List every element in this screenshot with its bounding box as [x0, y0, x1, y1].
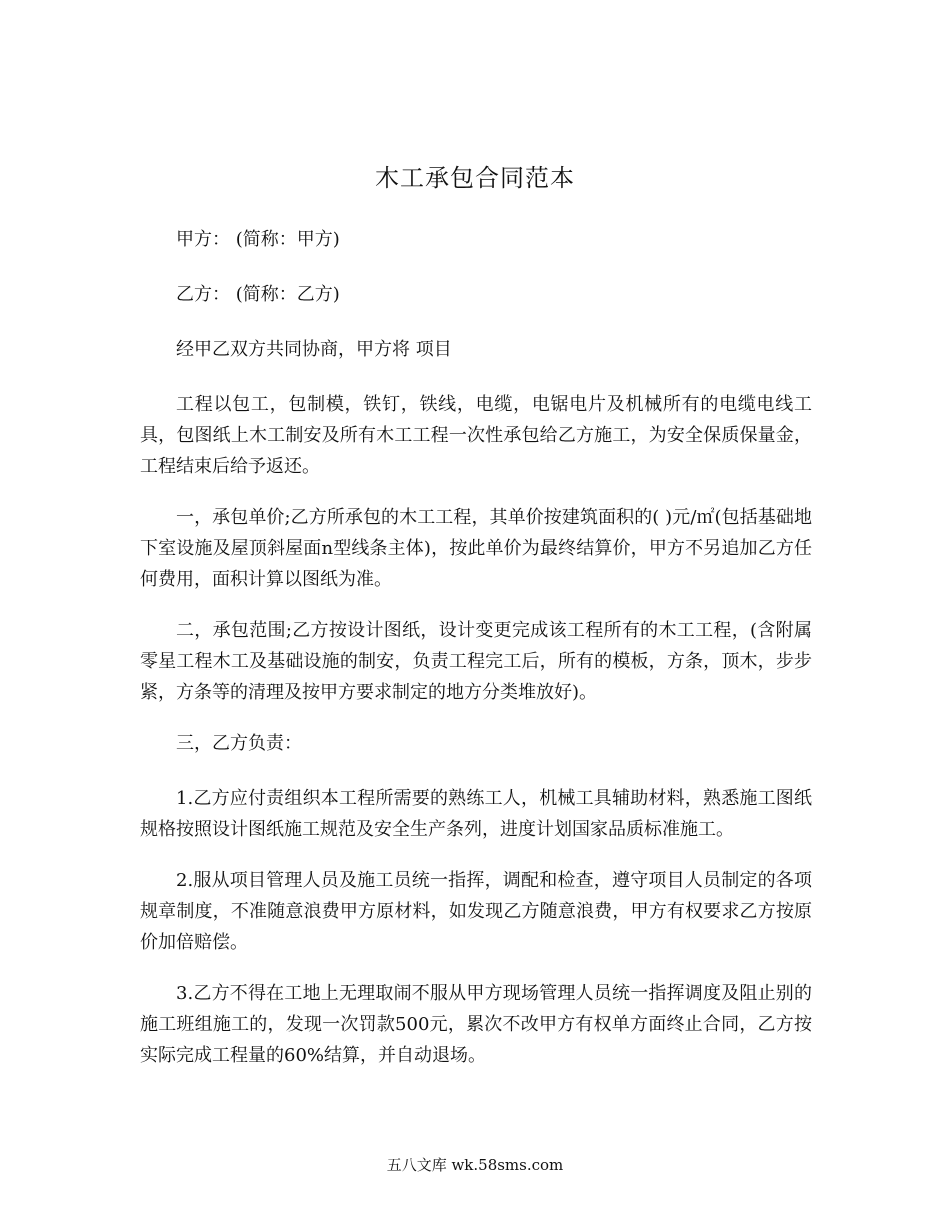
party-a-line: 甲方： (简称：甲方): [176, 229, 340, 250]
footer-watermark-text: 五八文库 wk.58sms.com: [386, 1156, 564, 1174]
project-scope-paragraph: 工程以包工，包制模，铁钉，铁线，电缆，电锯电片及机械所有的电缆电线工具，包图纸上木工制安及所有木工工程一次性承包给乙方施工，为安全保质保量金，工程结束后给予返还。: [140, 394, 812, 477]
document-title: 木工承包合同范本: [375, 164, 575, 192]
agreement-intro: 经甲乙双方共同协商，甲方将 项目: [176, 339, 452, 360]
duty-item-1: 1.乙方应付责组织本工程所需要的熟练工人，机械工具辅助材料，熟悉施工图纸规格按照设计图纸施工规范及安全生产条列，进度计划国家品质标准施工。: [140, 788, 812, 840]
party-b-line: 乙方： (简称：乙方): [176, 284, 340, 305]
clause-unit-price: 一，承包单价;乙方所承包的木工工程，其单价按建筑面积的( )元/㎡(包括基础地下室设施及屋顶斜屋面n型线条主体)，按此单价为最终结算价，甲方不另追加乙方任何费用，面积计算以图纸为准。: [140, 507, 812, 590]
clause-contract-scope: 二，承包范围;乙方按设计图纸，设计变更完成该工程所有的木工工程，(含附属零星工程木工及基础设施的制安，负责工程完工后，所有的模板，方条，顶木，步步紧，方条等的清理及按甲方要求制定的地方分类堆放好)。: [140, 620, 812, 703]
document-body: [140, 224, 812, 1091]
duty-item-3: 3.乙方不得在工地上无理取闹不服从甲方现场管理人员统一指挥调度及阻止别的施工班组施工的，发现一次罚款500元，累次不改甲方有权单方面终止合同，乙方按实际完成工程量的60%结算，并自动退场。: [140, 983, 812, 1066]
clause-party-b-duties-heading: 三，乙方负责：: [176, 733, 302, 754]
duty-item-2: 2.服从项目管理人员及施工员统一指挥，调配和检查，遵守项目人员制定的各项规章制度，不准随意浪费甲方原材料，如发现乙方随意浪费，甲方有权要求乙方按原价加倍赔偿。: [140, 870, 812, 953]
